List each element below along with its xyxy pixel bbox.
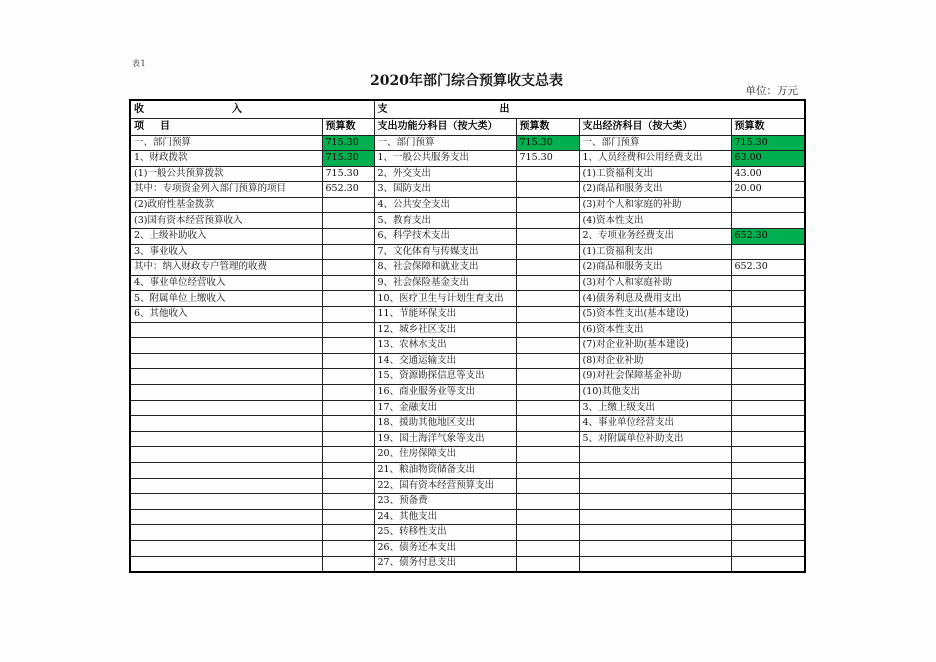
col-header-budget-income: 预算数 <box>322 118 374 135</box>
function-item-cell: 9、社会保险基金支出 <box>374 275 516 291</box>
income-item-cell <box>130 416 322 432</box>
income-budget-cell <box>322 244 374 260</box>
page-title: 2020年部门综合预算收支总表 <box>370 73 563 89</box>
economic-item-cell: (4)债务利息及费用支出 <box>579 291 731 307</box>
income-budget-cell <box>322 229 374 245</box>
income-item-cell <box>130 338 322 354</box>
function-budget-cell <box>516 322 579 338</box>
economic-budget-cell <box>731 556 805 572</box>
economic-item-cell <box>579 447 731 463</box>
income-item-cell <box>130 540 322 556</box>
function-item-cell: 24、其他支出 <box>374 509 516 525</box>
economic-budget-cell <box>731 478 805 494</box>
col-header-item-label: 项目 <box>134 121 186 132</box>
income-budget-cell: 715.30 <box>322 151 374 167</box>
economic-item-cell: (1)工资福利支出 <box>579 166 731 182</box>
function-item-cell: 27、债务付息支出 <box>374 556 516 572</box>
income-item-cell: 其中：专项资金列入部门预算的项目 <box>130 182 322 198</box>
income-item-cell: 2、上级补助收入 <box>130 229 322 245</box>
economic-budget-cell <box>731 416 805 432</box>
income-item-cell: (3)国有资本经营预算收入 <box>130 213 322 229</box>
function-budget-cell <box>516 509 579 525</box>
income-budget-cell <box>322 509 374 525</box>
sheet-label: 表1 <box>132 59 147 68</box>
table-row <box>130 135 805 151</box>
income-budget-cell <box>322 322 374 338</box>
income-budget-cell <box>322 260 374 276</box>
income-item-cell: 1、财政拨款 <box>130 151 322 167</box>
table-row <box>130 182 805 198</box>
table-row <box>130 291 805 307</box>
economic-item-cell: 1、人员经费和公用经费支出 <box>579 151 731 167</box>
income-item-cell: 一、部门预算 <box>130 135 322 151</box>
economic-item-cell: (7)对企业补助(基本建设) <box>579 338 731 354</box>
group-header-row <box>130 100 805 118</box>
economic-budget-cell: 63.00 <box>731 151 805 167</box>
group-header-expenditure <box>374 100 805 118</box>
table-row <box>130 322 805 338</box>
economic-budget-cell <box>731 540 805 556</box>
unit-label: 单位：万元 <box>745 85 798 97</box>
income-budget-cell <box>322 291 374 307</box>
economic-item-cell <box>579 462 731 478</box>
economic-item-cell: (5)资本性支出(基本建设) <box>579 307 731 323</box>
economic-item-cell: (3)对个人和家庭补助 <box>579 275 731 291</box>
income-item-cell <box>130 400 322 416</box>
economic-item-cell <box>579 540 731 556</box>
table-body <box>130 135 805 572</box>
function-item-cell: 13、农林水支出 <box>374 338 516 354</box>
table-row <box>130 213 805 229</box>
economic-budget-cell <box>731 400 805 416</box>
function-budget-cell <box>516 494 579 510</box>
function-budget-cell <box>516 260 579 276</box>
economic-budget-cell <box>731 322 805 338</box>
table-row <box>130 197 805 213</box>
function-budget-cell <box>516 307 579 323</box>
income-item-cell: 4、事业单位经营收入 <box>130 275 322 291</box>
economic-budget-cell <box>731 275 805 291</box>
income-budget-cell <box>322 275 374 291</box>
table-row <box>130 385 805 401</box>
table-row <box>130 275 805 291</box>
function-budget-cell <box>516 478 579 494</box>
function-item-cell: 21、粮油物资储备支出 <box>374 462 516 478</box>
income-budget-cell <box>322 462 374 478</box>
income-item-cell: 3、事业收入 <box>130 244 322 260</box>
economic-budget-cell <box>731 353 805 369</box>
income-item-cell <box>130 556 322 572</box>
economic-item-cell: (10)其他支出 <box>579 385 731 401</box>
income-item-cell <box>130 322 322 338</box>
economic-budget-cell <box>731 244 805 260</box>
table-row <box>130 556 805 572</box>
function-item-cell: 26、债务还本支出 <box>374 540 516 556</box>
function-budget-cell <box>516 431 579 447</box>
economic-budget-cell: 43.00 <box>731 166 805 182</box>
function-budget-cell <box>516 275 579 291</box>
income-item-cell: 5、附属单位上缴收入 <box>130 291 322 307</box>
table-row <box>130 447 805 463</box>
income-budget-cell <box>322 525 374 541</box>
income-item-cell: (2)政府性基金拨款 <box>130 197 322 213</box>
economic-item-cell <box>579 525 731 541</box>
function-budget-cell <box>516 197 579 213</box>
budget-table <box>129 99 806 573</box>
group-header-expenditure-label: 支出 <box>377 103 622 115</box>
table-row <box>130 431 805 447</box>
function-budget-cell <box>516 244 579 260</box>
income-budget-cell <box>322 385 374 401</box>
function-budget-cell <box>516 462 579 478</box>
economic-item-cell: (6)资本性支出 <box>579 322 731 338</box>
function-budget-cell <box>516 213 579 229</box>
function-budget-cell <box>516 182 579 198</box>
income-budget-cell <box>322 431 374 447</box>
table-row <box>130 509 805 525</box>
economic-item-cell: (3)对个人和家庭的补助 <box>579 197 731 213</box>
function-item-cell: 3、国防支出 <box>374 182 516 198</box>
income-budget-cell <box>322 369 374 385</box>
table-row <box>130 416 805 432</box>
income-item-cell <box>130 447 322 463</box>
function-item-cell: 22、国有资本经营预算支出 <box>374 478 516 494</box>
table-row <box>130 478 805 494</box>
table-row <box>130 525 805 541</box>
income-budget-cell <box>322 307 374 323</box>
economic-item-cell: (1)工资福利支出 <box>579 244 731 260</box>
function-item-cell: 一、部门预算 <box>374 135 516 151</box>
income-budget-cell <box>322 338 374 354</box>
income-item-cell <box>130 509 322 525</box>
economic-budget-cell: 715.30 <box>731 135 805 151</box>
economic-item-cell: (8)对企业补助 <box>579 353 731 369</box>
income-budget-cell <box>322 447 374 463</box>
income-budget-cell <box>322 213 374 229</box>
income-item-cell <box>130 369 322 385</box>
income-item-cell: (1)一般公共预算拨款 <box>130 166 322 182</box>
group-header-income-label: 收入 <box>134 103 330 115</box>
income-budget-cell <box>322 416 374 432</box>
table-row <box>130 244 805 260</box>
table-row <box>130 369 805 385</box>
function-budget-cell <box>516 353 579 369</box>
income-budget-cell: 715.30 <box>322 166 374 182</box>
economic-budget-cell <box>731 462 805 478</box>
table-row <box>130 151 805 167</box>
function-item-cell: 5、教育支出 <box>374 213 516 229</box>
table-row <box>130 338 805 354</box>
table-row <box>130 540 805 556</box>
economic-budget-cell <box>731 307 805 323</box>
income-item-cell: 其中：纳入财政专户管理的收费 <box>130 260 322 276</box>
income-item-cell <box>130 353 322 369</box>
economic-item-cell <box>579 494 731 510</box>
economic-budget-cell: 20.00 <box>731 182 805 198</box>
economic-item-cell: 2、专项业务经费支出 <box>579 229 731 245</box>
income-item-cell: 6、其他收入 <box>130 307 322 323</box>
function-item-cell: 6、科学技术支出 <box>374 229 516 245</box>
income-item-cell <box>130 462 322 478</box>
function-item-cell: 15、资源勘探信息等支出 <box>374 369 516 385</box>
table-row <box>130 307 805 323</box>
function-item-cell: 11、节能环保支出 <box>374 307 516 323</box>
income-budget-cell: 715.30 <box>322 135 374 151</box>
economic-item-cell: (9)对社会保障基金补助 <box>579 369 731 385</box>
col-header-budget-economic: 预算数 <box>731 118 805 135</box>
function-budget-cell: 715.30 <box>516 135 579 151</box>
function-budget-cell <box>516 540 579 556</box>
economic-budget-cell <box>731 385 805 401</box>
table-row <box>130 494 805 510</box>
income-item-cell <box>130 385 322 401</box>
economic-item-cell <box>579 509 731 525</box>
economic-item-cell <box>579 556 731 572</box>
function-item-cell: 12、城乡社区支出 <box>374 322 516 338</box>
function-budget-cell <box>516 291 579 307</box>
col-header-budget-function: 预算数 <box>516 118 579 135</box>
economic-item-cell: (2)商品和服务支出 <box>579 260 731 276</box>
function-budget-cell <box>516 416 579 432</box>
income-budget-cell <box>322 400 374 416</box>
economic-budget-cell <box>731 213 805 229</box>
economic-item-cell: 5、对附属单位补助支出 <box>579 431 731 447</box>
function-item-cell: 2、外交支出 <box>374 166 516 182</box>
economic-budget-cell <box>731 525 805 541</box>
table-row <box>130 166 805 182</box>
function-item-cell: 17、金融支出 <box>374 400 516 416</box>
function-item-cell: 19、国土海洋气象等支出 <box>374 431 516 447</box>
function-budget-cell <box>516 525 579 541</box>
income-item-cell <box>130 494 322 510</box>
function-budget-cell <box>516 447 579 463</box>
function-item-cell: 14、交通运输支出 <box>374 353 516 369</box>
function-item-cell: 23、预备费 <box>374 494 516 510</box>
economic-item-cell: 3、上缴上级支出 <box>579 400 731 416</box>
economic-budget-cell <box>731 291 805 307</box>
income-item-cell <box>130 478 322 494</box>
income-item-cell <box>130 525 322 541</box>
col-header-economic: 支出经济科目（按大类） <box>579 118 731 135</box>
income-budget-cell <box>322 197 374 213</box>
function-budget-cell <box>516 338 579 354</box>
economic-budget-cell <box>731 431 805 447</box>
function-item-cell: 18、援助其他地区支出 <box>374 416 516 432</box>
col-header-function: 支出功能分科目（按大类） <box>374 118 516 135</box>
function-item-cell: 25、转移性支出 <box>374 525 516 541</box>
economic-item-cell: (2)商品和服务支出 <box>579 182 731 198</box>
income-budget-cell <box>322 540 374 556</box>
economic-budget-cell: 652.30 <box>731 260 805 276</box>
table-row <box>130 260 805 276</box>
function-budget-cell <box>516 166 579 182</box>
income-item-cell <box>130 431 322 447</box>
column-header-row <box>130 118 805 135</box>
income-budget-cell <box>322 353 374 369</box>
function-item-cell: 7、文化体育与传媒支出 <box>374 244 516 260</box>
economic-budget-cell: 652.30 <box>731 229 805 245</box>
income-budget-cell <box>322 556 374 572</box>
function-item-cell: 1、一般公共服务支出 <box>374 151 516 167</box>
function-budget-cell <box>516 369 579 385</box>
economic-budget-cell <box>731 447 805 463</box>
col-header-item <box>130 118 322 135</box>
economic-item-cell: 一、部门预算 <box>579 135 731 151</box>
function-budget-cell <box>516 400 579 416</box>
table-row <box>130 462 805 478</box>
table-row <box>130 400 805 416</box>
function-budget-cell <box>516 229 579 245</box>
function-item-cell: 4、公共安全支出 <box>374 197 516 213</box>
function-budget-cell <box>516 385 579 401</box>
economic-item-cell: (4)资本性支出 <box>579 213 731 229</box>
function-item-cell: 8、社会保障和就业支出 <box>374 260 516 276</box>
income-budget-cell: 652.30 <box>322 182 374 198</box>
function-budget-cell: 715.30 <box>516 151 579 167</box>
economic-budget-cell <box>731 338 805 354</box>
function-item-cell: 20、住房保障支出 <box>374 447 516 463</box>
function-item-cell: 10、医疗卫生与计划生育支出 <box>374 291 516 307</box>
economic-budget-cell <box>731 369 805 385</box>
economic-item-cell: 4、事业单位经营支出 <box>579 416 731 432</box>
function-budget-cell <box>516 556 579 572</box>
economic-budget-cell <box>731 494 805 510</box>
economic-budget-cell <box>731 197 805 213</box>
income-budget-cell <box>322 478 374 494</box>
income-budget-cell <box>322 494 374 510</box>
group-header-income <box>130 100 374 118</box>
economic-budget-cell <box>731 509 805 525</box>
table-row <box>130 229 805 245</box>
economic-item-cell <box>579 478 731 494</box>
function-item-cell: 16、商业服务业等支出 <box>374 385 516 401</box>
table-row <box>130 353 805 369</box>
